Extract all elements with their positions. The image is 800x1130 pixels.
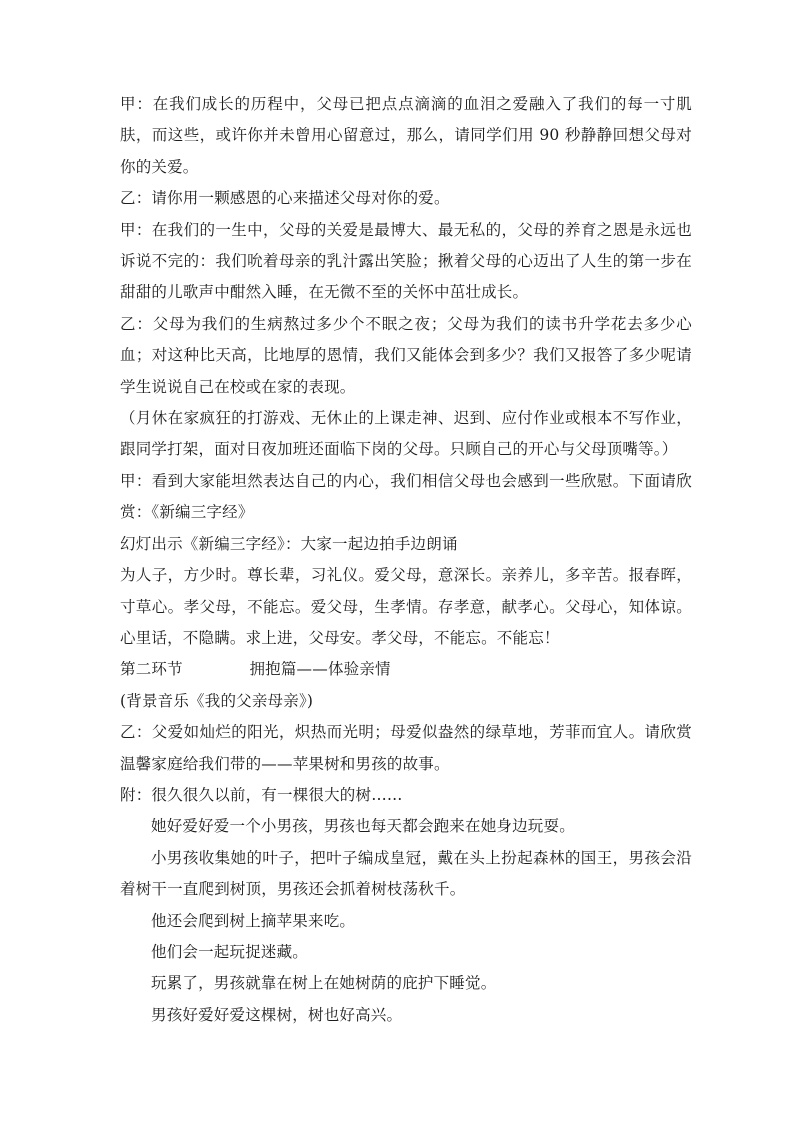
paragraph-story-line-6: 男孩好爱好爱这棵树，树也好高兴。 [151, 1005, 403, 1024]
paragraph-jia-growth: 甲：在我们成长的历程中，父母已把点点滴滴的血泪之爱融入了我们的每一寸肌肤，而这些，或许你并未曾用心留意过，那么，请同学们用 90 秒静静回想父母对你的关爱。 [120, 95, 692, 176]
paragraph-story-intro: 附：很久很久以前，有一棵很大的树…… [120, 785, 403, 804]
paragraph-three-character-classic: 为人子，方少时。尊长辈，习礼仪。爱父母，意深长。亲养儿，多辛苦。报春晖，寸草心。孝父母，不能忘。爱父母，生孝情。存孝意，献孝心。父母心，知体谅。心里话，不隐瞒。求上进，父母安。孝父母，不能忘。不能忘！ [120, 566, 692, 647]
paragraph-story-line-2: 小男孩收集她的叶子，把叶子编成皇冠，戴在头上扮起森林的国王，男孩会沿着树干一直爬到树顶，男孩还会抓着树枝荡秋千。 [120, 848, 692, 899]
paragraph-student-behaviors: （月休在家疯狂的打游戏、无休止的上课走神、迟到、应付作业或根本不写作业，跟同学打架，面对日夜加班还面临下岗的父母。只顾自己的开心与父母顶嘴等。） [120, 409, 692, 459]
section-heading-second-part: 第二环节 拥抱篇——体验亲情 [120, 660, 391, 679]
paragraph-jia-parental-love: 甲：在我们的一生中，父母的关爱是最博大、最无私的，父母的养育之恩是永远也诉说不完的：我们吮着母亲的乳汁露出笑脸；揪着父母的心迈出了人生的第一步在甜甜的儿歌声中酣然入睡，在无微不至的关怀中茁壮成长。 [120, 220, 692, 302]
paragraph-story-line-4: 他们会一起玩捉迷藏。 [151, 942, 309, 961]
paragraph-yi-gratitude: 乙：请你用一颗感恩的心来描述父母对你的爱。 [120, 189, 450, 208]
paragraph-story-line-3: 他还会爬到树上摘苹果来吃。 [151, 911, 356, 930]
paragraph-story-line-1: 她好爱好爱一个小男孩，男孩也每天都会跑来在她身边玩耍。 [151, 817, 575, 836]
paragraph-yi-sunshine: 乙：父爱如灿烂的阳光，炽热而光明；母爱似盎然的绿草地，芳菲而宜人。请欣赏温馨家庭给我们带的——苹果树和男孩的故事。 [120, 723, 692, 773]
paragraph-yi-sleepless-nights: 乙：父母为我们的生病熬过多少个不眠之夜；父母为我们的读书升学花去多少心血；对这种比天高，比地厚的恩情，我们又能体会到多少？我们又报答了多少呢请学生说说自己在校或在家的表现。 [120, 314, 692, 396]
paragraph-slide-instruction: 幻灯出示《新编三字经》：大家一起边拍手边朗诵 [120, 534, 458, 553]
paragraph-jia-appreciation: 甲：看到大家能坦然表达自己的内心，我们相信父母也会感到一些欣慰。下面请欣赏：《新编三字经》 [120, 471, 692, 522]
paragraph-background-music: (背景音乐《我的父亲母亲》) [120, 691, 314, 710]
document-body [120, 89, 692, 1031]
paragraph-story-line-5: 玩累了，男孩就靠在树上在她树荫的庇护下睡觉。 [151, 974, 497, 993]
